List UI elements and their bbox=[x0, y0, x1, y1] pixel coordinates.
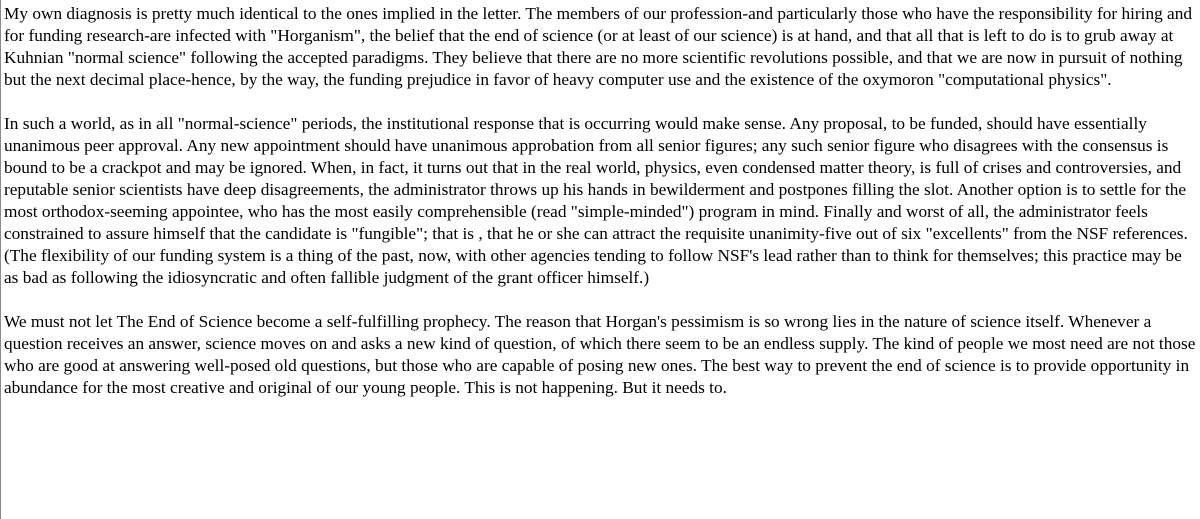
paragraph-normal-science: In such a world, as in all "normal-science" periods, the institutional response that is occurring would make sense. Any proposal, to be funded, should have essentially unanimous peer approval. Any new appointment should have unanimous approbation from all senior figures; any such senior figure who disagrees with the consensus is bound to be a crackpot and may be ignored. When, in fact, it turns out that in the real world, physics, even condensed matter theory, is full of crises and controversies, and reputable senior scientists have deep disagreements, the administrator throws up his hands in bewilderment and postpones filling the slot. Another option is to settle for the most orthodox-seeming appointee, who has the most easily comprehensible (read "simple-minded") program in mind. Finally and worst of all, the administrator feels constrained to assure himself that the candidate is "fungible"; that is , that he or she can attract the requisite unanimity-five out of six "excellents" from the NSF references. (The flexibility of our funding system is a thing of the past, now, with other agencies tending to follow NSF's lead rather than to think for themselves; this practice may be as bad as following the idiosyncratic and often fallible judgment of the grant officer himself.) bbox=[4, 114, 1188, 287]
paragraph-end-of-science: We must not let The End of Science become a self-fulfilling prophecy. The reason that Horgan's pessimism is so wrong lies in the nature of science itself. Whenever a question receives an answer, science moves on and asks a new kind of question, of which there seem to be an endless supply. The kind of people we most need are not those who are good at answering well-posed old questions, but those who are capable of posing new ones. The best way to prevent the end of science is to provide opportunity in abundance for the most creative and original of our young people. This is not happening. But it needs to. bbox=[4, 312, 1196, 397]
paragraph-diagnosis: My own diagnosis is pretty much identical to the ones implied in the letter. The members of our profession-and particularly those who have the responsibility for hiring and for funding research-are infected with "Horganism", the belief that the end of science (or at least of our science) is at hand, and that all that is left to do is to grub away at Kuhnian "normal science" following the accepted paradigms. They believe that there are no more scientific revolutions possible, and that we are now in pursuit of nothing but the next decimal place-hence, by the way, the funding prejudice in favor of heavy computer use and the existence of the oxymoron "computational physics". bbox=[4, 4, 1192, 89]
document-body bbox=[4, 3, 1200, 421]
